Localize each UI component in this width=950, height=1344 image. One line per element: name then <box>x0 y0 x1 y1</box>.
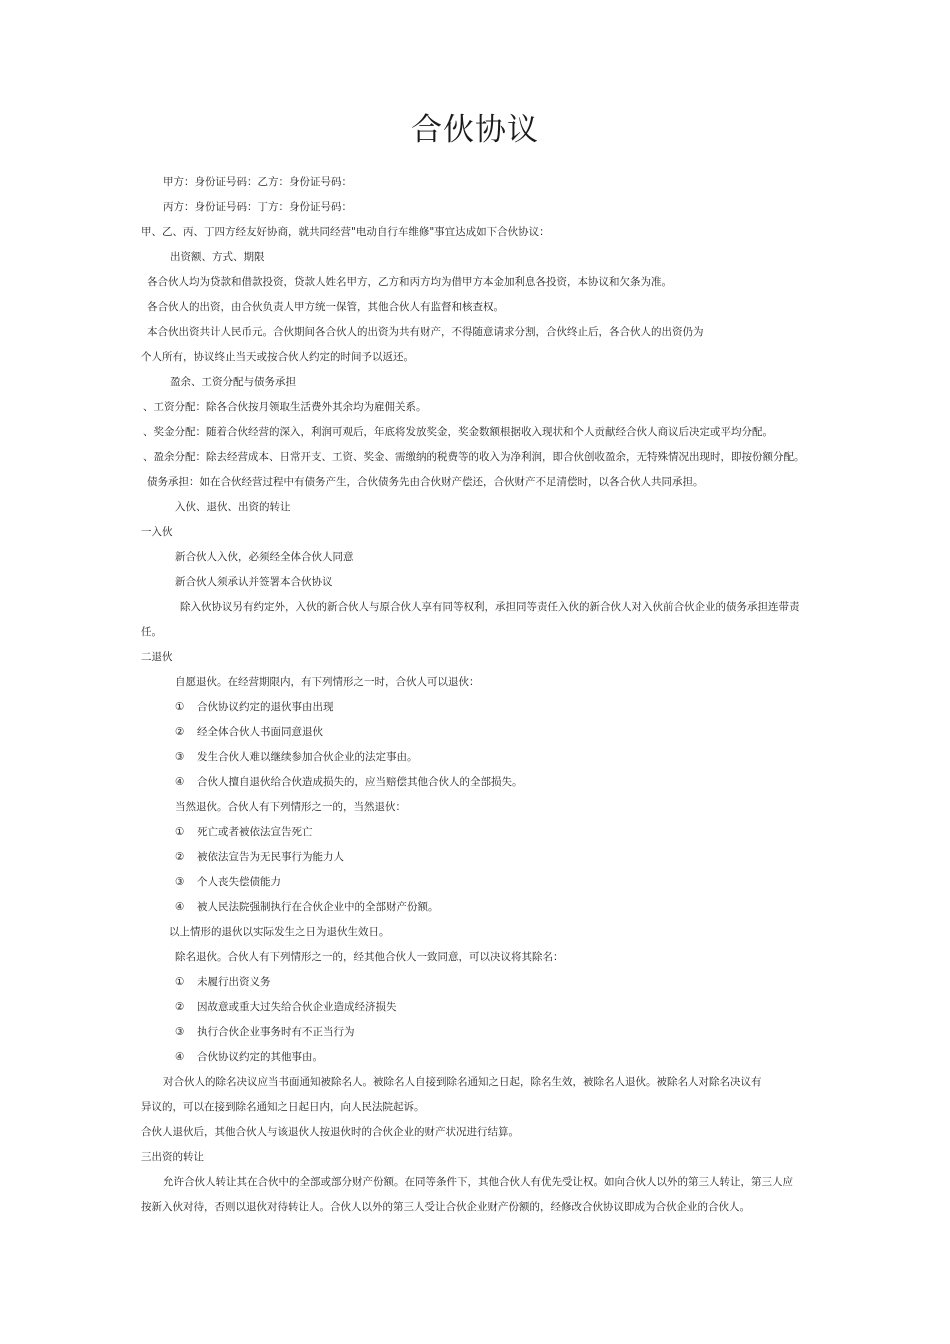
paragraph-line: 当然退伙。合伙人有下列情形之一的，当然退伙： <box>175 801 406 813</box>
paragraph-line: 对合伙人的除名决议应当书面通知被除名人。被除名人自接到除名通知之日起，除名生效，被除名人退伙。被除名人对除名决议有 <box>163 1076 762 1088</box>
list-item: ① 未履行出资义务 <box>175 976 271 988</box>
list-item: ① 死亡或者被依法宣告死亡 <box>175 826 313 838</box>
paragraph-line: 个人所有，协议终止当天或按合伙人约定的时间予以返还。 <box>141 351 414 363</box>
list-item: ④ 被人民法院强制执行在合伙企业中的全部财产份额。 <box>175 901 439 913</box>
paragraph-line: 各合伙人的出资，由合伙负责人甲方统一保管，其他合伙人有监督和核查权。 <box>147 301 504 313</box>
paragraph-line: 允许合伙人转让其在合伙中的全部或部分财产份额。在同等条件下，其他合伙人有优先受让权。如向合伙人以外的第三人转让，第三人应 <box>163 1176 793 1188</box>
list-item: ④ 合伙协议约定的其他事由。 <box>175 1051 323 1063</box>
section-heading-capital: 出资额、方式、期限 <box>170 251 265 263</box>
paragraph-line: 异议的，可以在接到除名通知之日起日内，向人民法院起诉。 <box>141 1101 425 1113</box>
paragraph-line: 自愿退伙。在经营期限内，有下列情形之一时，合伙人可以退伙： <box>175 676 480 688</box>
paragraph-line: 各合伙人均为贷款和借款投资，贷款人姓名甲方，乙方和丙方均为借甲方本金加利息各投资，本协议和欠条为准。 <box>147 276 672 288</box>
paragraph-line: 任。 <box>141 626 162 638</box>
section-heading-admission: 入伙、退伙、出资的转让 <box>175 501 291 513</box>
list-item: ② 被依法宣告为无民事行为能力人 <box>175 851 344 863</box>
subheading-withdrawal: 二退伙 <box>141 651 173 663</box>
paragraph-line: 以上情形的退伙以实际发生之日为退伙生效日。 <box>169 926 390 938</box>
paragraph-line: 、奖金分配：随着合伙经营的深入，利润可观后，年底将发放奖金，奖金数额根据收入现状和个人贡献经合伙人商议后决定或平均分配。 <box>143 426 773 438</box>
document-title: 合伙协议 <box>411 112 539 148</box>
paragraph-line: 、工资分配：除各合伙按月领取生活费外其余均为雇佣关系。 <box>143 401 427 413</box>
subheading-admission: 一入伙 <box>141 526 173 538</box>
paragraph-line: 、盈余分配：除去经营成本、日常开支、工资、奖金、需缴纳的税费等的收入为净利润，即合伙创收盈余，无特殊情况出现时，即按份额分配。 <box>143 451 805 463</box>
subheading-transfer: 三出资的转让 <box>141 1151 204 1163</box>
paragraph-line: 除名退伙。合伙人有下列情形之一的，经其他合伙人一致同意，可以决议将其除名： <box>175 951 564 963</box>
paragraph-line: 本合伙出资共计人民币元。合伙期间各合伙人的出资为共有财产，不得随意请求分割，合伙终止后，各合伙人的出资仍为 <box>147 326 704 338</box>
section-heading-surplus: 盈余、工资分配与债务承担 <box>170 376 296 388</box>
paragraph-line: 按新入伙对待，否则以退伙对待转让人。合伙人以外的第三人受让合伙企业财产份额的，经修改合伙协议即成为合伙企业的合伙人。 <box>141 1201 750 1213</box>
paragraph-line: 新合伙人须承认并签署本合伙协议 <box>175 576 333 588</box>
paragraph-line: 除入伙协议另有约定外，入伙的新合伙人与原合伙人享有同等权利，承担同等责任入伙的新合伙人对入伙前合伙企业的债务承担连带责 <box>180 601 800 613</box>
list-item: ③ 执行合伙企业事务时有不正当行为 <box>175 1026 355 1038</box>
paragraph-line: 债务承担：如在合伙经营过程中有债务产生，合伙债务先由合伙财产偿还，合伙财产不足清偿时，以各合伙人共同承担。 <box>147 476 704 488</box>
party-line-1: 甲方：身份证号码：乙方：身份证号码： <box>163 176 352 188</box>
intro-paragraph: 甲、乙、丙、丁四方经友好协商，就共同经营"电动自行车维修"事宜达成如下合伙协议： <box>141 226 550 238</box>
list-item: ① 合伙协议约定的退伙事由出现 <box>175 701 334 713</box>
list-item: ② 经全体合伙人书面同意退伙 <box>175 726 323 738</box>
list-item: ③ 发生合伙人难以继续参加合伙企业的法定事由。 <box>175 751 418 763</box>
paragraph-line: 合伙人退伙后，其他合伙人与该退伙人按退伙时的合伙企业的财产状况进行结算。 <box>141 1126 519 1138</box>
list-item: ④ 合伙人擅自退伙给合伙造成损失的，应当赔偿其他合伙人的全部损失。 <box>175 776 523 788</box>
paragraph-line: 新合伙人入伙，必须经全体合伙人同意 <box>175 551 354 563</box>
list-item: ③ 个人丧失偿债能力 <box>175 876 281 888</box>
list-item: ② 因故意或重大过失给合伙企业造成经济损失 <box>175 1001 397 1013</box>
party-line-2: 丙方：身份证号码：丁方：身份证号码： <box>163 201 352 213</box>
